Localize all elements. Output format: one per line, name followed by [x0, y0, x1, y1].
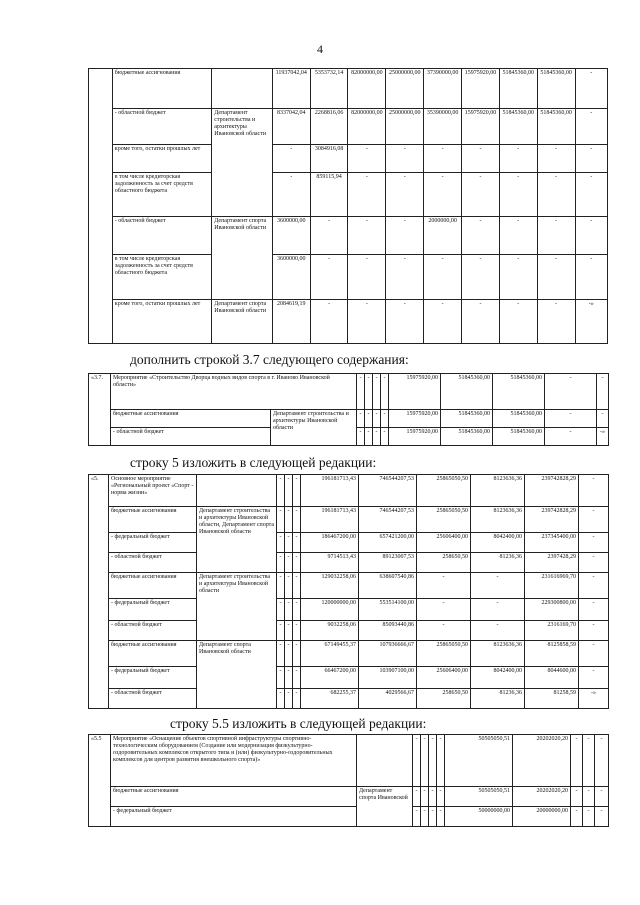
dept-cell	[357, 735, 413, 787]
end-cell: -	[575, 145, 607, 173]
value-cell: 2084619,19	[272, 300, 310, 344]
value-cell: 82000000,00	[348, 69, 386, 109]
value-cell: -	[348, 173, 386, 217]
value-cell: -	[272, 145, 310, 173]
value-cell: -	[499, 217, 537, 255]
value-cell: 3600000,00	[272, 217, 310, 255]
value-cell: 196181713,43	[301, 507, 359, 533]
row-label: - областной бюджет	[112, 109, 211, 145]
table-row-5	[88, 474, 609, 709]
value-cell: 15975920,00	[462, 69, 500, 109]
value-cell: 50505050,51	[445, 735, 513, 787]
dash-cell: -	[277, 553, 285, 573]
value-cell: 746544207,53	[359, 475, 417, 507]
value-cell: 8042400,00	[471, 533, 525, 553]
value-cell: 15975920,00	[389, 374, 441, 410]
row-label: бюджетные ассигнования	[109, 507, 197, 533]
row-label: бюджетные ассигнования	[109, 573, 197, 599]
value-cell: 2268816,06	[310, 109, 348, 145]
dash-cell: -	[365, 374, 373, 410]
value-cell: 81236,36	[471, 553, 525, 573]
value-cell: 25865050,50	[417, 507, 471, 533]
value-cell: 186467200,00	[301, 533, 359, 553]
value-cell: 15975920,00	[389, 428, 441, 446]
value-cell: 25865050,50	[417, 475, 471, 507]
value-cell: 103907100,00	[359, 667, 417, 689]
dash-cell: -	[285, 667, 293, 689]
row-label: - федеральный бюджет	[109, 667, 197, 689]
value-cell: -	[272, 173, 310, 217]
value-cell: -	[417, 599, 471, 621]
row-label: в том числе кредиторская задолженность за счет средств областного бюджета	[112, 173, 211, 217]
value-cell: 8123636,36	[471, 507, 525, 533]
row-label: бюджетные ассигнования	[109, 641, 197, 667]
value-cell: -	[462, 255, 500, 300]
end-cell: -»	[597, 428, 609, 446]
value-cell: 8125858,59	[525, 641, 579, 667]
dash-cell: -	[277, 621, 285, 641]
value-cell: 89123007,53	[359, 553, 417, 573]
end-cell: -	[575, 173, 607, 217]
value-cell: -	[537, 255, 575, 300]
activity-title: Основное мероприятие «Региональный проект «Спорт - норма жизни»	[109, 475, 197, 507]
dash-cell: -	[583, 735, 595, 787]
value-cell: 51845360,00	[499, 69, 537, 109]
value-cell: 25606400,00	[417, 667, 471, 689]
table-row	[89, 109, 608, 145]
value-cell: 3084916,08	[310, 145, 348, 173]
dash-cell: -	[277, 667, 285, 689]
row-label: бюджетные ассигнования	[112, 69, 211, 109]
row-label: кроме того, остатки прошлых лет	[112, 145, 211, 173]
dash-cell: -	[277, 475, 285, 507]
row-label: - федеральный бюджет	[109, 533, 197, 553]
dept-cell: Департамент строительства и архитектуры Ивановской области	[212, 109, 273, 217]
value-cell: 229300800,00	[525, 599, 579, 621]
table-row	[89, 807, 609, 827]
value-cell: 11937042,04	[272, 69, 310, 109]
value-cell: -	[424, 145, 462, 173]
value-cell: -	[462, 300, 500, 344]
value-cell: -	[310, 217, 348, 255]
value-cell: -	[499, 300, 537, 344]
value-cell: 9714513,43	[301, 553, 359, 573]
value-cell: -	[348, 217, 386, 255]
value-cell: 657421200,00	[359, 533, 417, 553]
dept-cell: Департамент строительства и архитектуры Ивановской области	[271, 410, 357, 446]
value-cell: 51845360,00	[493, 428, 545, 446]
row-number: «3.7.	[89, 374, 111, 446]
table-row	[89, 533, 609, 553]
value-cell: -	[537, 300, 575, 344]
value-cell: -	[310, 255, 348, 300]
value-cell: 50505050,51	[445, 787, 513, 807]
dash-cell: -	[293, 667, 301, 689]
page-number: 4	[317, 42, 323, 56]
value-cell: -	[471, 621, 525, 641]
value-cell: 231616969,70	[525, 573, 579, 599]
end-cell: -	[575, 109, 607, 145]
value-cell: 9032258,06	[301, 621, 359, 641]
table-row	[89, 787, 609, 807]
table-row	[89, 735, 609, 787]
value-cell: 2397428,29	[525, 553, 579, 573]
activity-title: Мероприятие «Строительство Дворца водных видов спорта в г. Иваново Ивановской области»	[111, 374, 357, 410]
table-row	[89, 667, 609, 689]
dash-cell: -	[293, 641, 301, 667]
row-label: - областной бюджет	[109, 621, 197, 641]
dash-cell: -	[583, 787, 595, 807]
end-cell: -	[595, 787, 609, 807]
dash-cell: -	[421, 735, 429, 787]
dash-cell: -	[357, 410, 365, 428]
dash-cell: -	[413, 807, 421, 827]
dash-cell: -	[293, 573, 301, 599]
dash-cell: -	[571, 787, 583, 807]
dept-cell	[197, 475, 277, 507]
end-cell: -	[579, 533, 609, 553]
number-cell	[89, 69, 113, 344]
dash-cell: -	[285, 533, 293, 553]
table-row	[89, 300, 608, 344]
table-row-5-5	[88, 734, 609, 827]
dash-cell: -	[285, 553, 293, 573]
value-cell: 638607540,86	[359, 573, 417, 599]
value-cell: 67149455,37	[301, 641, 359, 667]
dash-cell: -	[285, 689, 293, 709]
dash-cell: -	[293, 553, 301, 573]
end-cell: -	[579, 573, 609, 599]
value-cell: -	[386, 300, 424, 344]
value-cell: 8123636,36	[471, 641, 525, 667]
dash-cell: -	[381, 410, 389, 428]
dash-cell: -	[373, 374, 381, 410]
budget-table-continuation	[88, 68, 608, 344]
value-cell: 51845360,00	[441, 410, 493, 428]
row-label: в том числе кредиторская задолженность за счет средств областного бюджета	[112, 255, 211, 300]
value-cell: 196181713,43	[301, 475, 359, 507]
dept-cell: Департамент спорта Ивановской	[357, 787, 413, 827]
value-cell: 120000000,00	[301, 599, 359, 621]
table-row	[89, 69, 608, 109]
value-cell: 25000000,00	[386, 69, 424, 109]
value-cell: 239742828,29	[525, 475, 579, 507]
value-cell: 20000000,00	[513, 807, 571, 827]
value-cell: -	[462, 173, 500, 217]
value-cell: -	[462, 217, 500, 255]
heading-row-5: строку 5 изложить в следующей редакции:	[130, 455, 377, 470]
end-cell: -»	[579, 689, 609, 709]
value-cell: 81258,59	[525, 689, 579, 709]
end-cell: -»	[575, 300, 607, 344]
dash-cell: -	[277, 507, 285, 533]
value-cell: 107936666,67	[359, 641, 417, 667]
value-cell: 5353732,14	[310, 69, 348, 109]
end-cell: -	[595, 807, 609, 827]
dash-cell: -	[293, 599, 301, 621]
end-cell: -	[595, 735, 609, 787]
dash-cell: -	[429, 807, 437, 827]
dash-cell: -	[285, 641, 293, 667]
dash-cell: -	[365, 428, 373, 446]
value-cell: 2316169,70	[525, 621, 579, 641]
value-cell: 15975920,00	[462, 109, 500, 145]
dept-cell: Департамент спорта Ивановской области	[197, 641, 277, 709]
table-row	[89, 641, 609, 667]
dash-cell: -	[285, 621, 293, 641]
value-cell: -	[348, 255, 386, 300]
end-cell: -	[575, 255, 607, 300]
value-cell: 66467200,00	[301, 667, 359, 689]
end-cell: -	[579, 667, 609, 689]
value-cell: -	[537, 145, 575, 173]
end-cell: -	[579, 507, 609, 533]
value-cell: 746544207,53	[359, 507, 417, 533]
dash-cell: -	[421, 807, 429, 827]
value-cell: -	[537, 173, 575, 217]
end-cell: -	[579, 599, 609, 621]
dash-cell: -	[365, 410, 373, 428]
dash-cell: -	[545, 428, 597, 446]
value-cell: 258650,50	[417, 553, 471, 573]
table-row	[89, 145, 608, 173]
dash-cell: -	[357, 374, 365, 410]
end-cell: -	[579, 621, 609, 641]
value-cell: 8044600,00	[525, 667, 579, 689]
dash-cell: -	[285, 475, 293, 507]
table-row	[89, 410, 609, 428]
table-row	[89, 217, 608, 255]
dept-cell: Департамент строительства и архитектуры Ивановской области	[197, 573, 277, 641]
value-cell: 258650,50	[417, 689, 471, 709]
dash-cell: -	[373, 410, 381, 428]
dash-cell: -	[293, 533, 301, 553]
value-cell: -	[471, 599, 525, 621]
dash-cell: -	[285, 599, 293, 621]
value-cell: 25606400,00	[417, 533, 471, 553]
value-cell: 81236,36	[471, 689, 525, 709]
value-cell: 51845360,00	[441, 428, 493, 446]
dash-cell: -	[413, 735, 421, 787]
end-cell: -	[597, 410, 609, 428]
value-cell: -	[386, 145, 424, 173]
table-row	[89, 374, 609, 410]
value-cell: 129032258,06	[301, 573, 359, 599]
row-label: бюджетные ассигнования	[111, 787, 357, 807]
dash-cell: -	[277, 533, 285, 553]
value-cell: -	[499, 255, 537, 300]
value-cell: 3600000,00	[272, 255, 310, 300]
table-row-3-7	[88, 373, 609, 446]
value-cell: -	[499, 145, 537, 173]
value-cell: -	[310, 300, 348, 344]
value-cell: 85093440,86	[359, 621, 417, 641]
value-cell: -	[424, 255, 462, 300]
activity-title: Мероприятие «Оснащение объектов спортивной инфраструктуры спортивно-технологическим оборудованием (Создание или модернизация физкультурно-оздоровительных комплексов открытого типа и (или) физкультурно-оздоровительных комплексов для центров развития внешкольного спорта)»	[111, 735, 357, 787]
end-cell: -	[579, 641, 609, 667]
table-row	[89, 573, 609, 599]
dash-cell: -	[381, 374, 389, 410]
table-row	[89, 621, 609, 641]
value-cell: 25865050,50	[417, 641, 471, 667]
value-cell: 51845360,00	[537, 69, 575, 109]
value-cell: 682255,37	[301, 689, 359, 709]
value-cell: -	[386, 217, 424, 255]
dash-cell: -	[545, 410, 597, 428]
dash-cell: -	[437, 735, 445, 787]
end-cell: -	[575, 69, 607, 109]
dash-cell: -	[293, 507, 301, 533]
value-cell: 51845360,00	[499, 109, 537, 145]
dash-cell: -	[381, 428, 389, 446]
table-row	[89, 173, 608, 217]
table-row	[89, 599, 609, 621]
value-cell: 25000000,00	[386, 109, 424, 145]
row-label: - федеральный бюджет	[111, 807, 357, 827]
value-cell: 8042400,00	[471, 667, 525, 689]
value-cell: 15975920,00	[389, 410, 441, 428]
table-row	[89, 255, 608, 300]
row-label: - областной бюджет	[109, 553, 197, 573]
row-number: «5.	[89, 475, 109, 709]
value-cell: 37390000,00	[424, 69, 462, 109]
value-cell: 20202020,20	[513, 787, 571, 807]
row-number: «5.5	[89, 735, 111, 827]
value-cell: 2000000,00	[424, 217, 462, 255]
table-row	[89, 689, 609, 709]
end-cell: -	[575, 217, 607, 255]
value-cell: 50000000,00	[445, 807, 513, 827]
dash-cell: -	[293, 689, 301, 709]
dash-cell: -	[373, 428, 381, 446]
dash-cell: -	[293, 621, 301, 641]
value-cell: 8337042,04	[272, 109, 310, 145]
dept-cell: Департамент спорта Ивановской области	[212, 217, 273, 300]
dash-cell: -	[429, 787, 437, 807]
value-cell: -	[424, 173, 462, 217]
dept-cell	[212, 69, 273, 109]
dash-cell: -	[285, 573, 293, 599]
dash-cell: -	[437, 807, 445, 827]
dash-cell: -	[277, 573, 285, 599]
dash-cell: -	[277, 689, 285, 709]
value-cell: 239742828,29	[525, 507, 579, 533]
heading-row-5-5: строку 5.5 изложить в следующей редакции:	[170, 716, 427, 731]
value-cell: 51845360,00	[441, 374, 493, 410]
dash-cell: -	[429, 735, 437, 787]
table-row	[89, 553, 609, 573]
value-cell: 859115,94	[310, 173, 348, 217]
value-cell: 237345400,00	[525, 533, 579, 553]
value-cell: 20202020,20	[513, 735, 571, 787]
value-cell: -	[417, 573, 471, 599]
dash-cell: -	[293, 475, 301, 507]
dash-cell: -	[545, 374, 597, 410]
value-cell: 82000000,00	[348, 109, 386, 145]
dash-cell: -	[277, 599, 285, 621]
dash-cell: -	[437, 787, 445, 807]
dash-cell: -	[571, 807, 583, 827]
dash-cell: -	[421, 787, 429, 807]
dash-cell: -	[357, 428, 365, 446]
row-label: - областной бюджет	[109, 689, 197, 709]
value-cell: -	[471, 573, 525, 599]
value-cell: -	[424, 300, 462, 344]
value-cell: -	[386, 173, 424, 217]
value-cell: -	[348, 145, 386, 173]
value-cell: -	[499, 173, 537, 217]
dash-cell: -	[571, 735, 583, 787]
value-cell: 4029566,67	[359, 689, 417, 709]
table-row	[89, 507, 609, 533]
row-label: - федеральный бюджет	[109, 599, 197, 621]
value-cell: -	[417, 621, 471, 641]
dept-cell: Департамент строительства и архитектуры Ивановской области, Департамент спорта Ивановской области	[197, 507, 277, 573]
value-cell: -	[462, 145, 500, 173]
dash-cell: -	[277, 641, 285, 667]
dash-cell: -	[583, 807, 595, 827]
value-cell: 51845360,00	[537, 109, 575, 145]
dept-cell: Департамент спорта Ивановской области	[212, 300, 273, 344]
value-cell: 8123636,36	[471, 475, 525, 507]
row-label: - областной бюджет	[112, 217, 211, 255]
value-cell: 51845360,00	[493, 410, 545, 428]
value-cell: 51845360,00	[493, 374, 545, 410]
end-cell: -	[579, 553, 609, 573]
heading-add-row-3-7: дополнить строкой 3.7 следующего содержания:	[130, 352, 409, 367]
dash-cell: -	[413, 787, 421, 807]
dash-cell: -	[285, 507, 293, 533]
end-cell: -	[579, 475, 609, 507]
row-label: бюджетные ассигнования	[111, 410, 271, 428]
row-label: кроме того, остатки прошлых лет	[112, 300, 211, 344]
value-cell: -	[348, 300, 386, 344]
table-row	[89, 475, 609, 507]
value-cell: 553514100,00	[359, 599, 417, 621]
value-cell: 35390000,00	[424, 109, 462, 145]
value-cell: -	[386, 255, 424, 300]
row-label: - областной бюджет	[111, 428, 271, 446]
end-cell: -	[597, 374, 609, 410]
value-cell: -	[537, 217, 575, 255]
